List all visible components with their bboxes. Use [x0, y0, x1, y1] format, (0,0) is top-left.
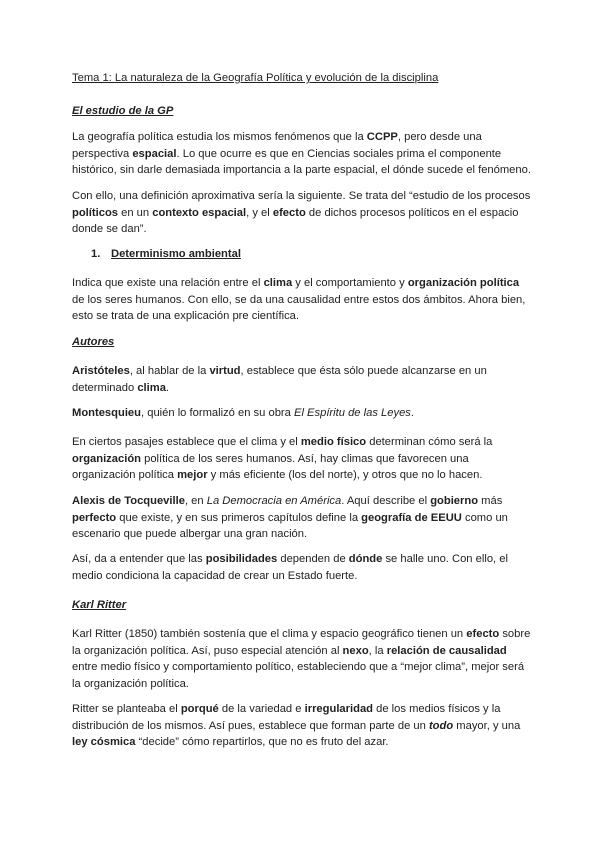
text-run: dependen de — [277, 553, 349, 565]
text-run: entre medio físico y comportamiento político, estableciendo que a “mejor clima”, mejor será la organización política. — [72, 661, 525, 690]
paragraph-1 — [72, 129, 534, 179]
text-run: CCPP — [366, 131, 398, 143]
text-run: geografía de EEUU — [361, 511, 462, 524]
text-run: Alexis de Tocqueville — [72, 495, 185, 507]
text-run: como un escenario que puede albergar una gran nación. — [72, 511, 508, 540]
text-run: relación de causalidad — [386, 644, 507, 657]
text-run: gobierno — [430, 495, 479, 507]
paragraph-3 — [72, 275, 534, 325]
text-run: , al hablar de la — [129, 365, 210, 377]
text-run: clima — [137, 381, 166, 394]
text-run: irregularidad — [304, 703, 373, 715]
text-run: en un — [118, 206, 153, 219]
text-run: El estudio de la GP — [72, 105, 174, 117]
text-run: Tema 1: La naturaleza de la Geografía Política y evolución de la disciplina — [72, 72, 439, 84]
paragraph-ritter-1 — [72, 626, 534, 692]
text-run: que existe, y en sus primeros capítulos define la — [116, 511, 362, 524]
text-run: efecto — [466, 628, 500, 640]
text-run: Así, da a entender que las — [72, 553, 206, 565]
text-run: , y el — [246, 206, 273, 219]
text-run: , en — [184, 495, 207, 507]
text-run: y el comportamiento y — [292, 277, 408, 289]
text-run: Aristóteles — [72, 365, 130, 377]
paragraph-ritter-2 — [72, 701, 534, 751]
text-run: ley cósmica — [72, 736, 136, 748]
paragraph-aristoteles — [72, 363, 534, 396]
text-run: efecto — [272, 206, 306, 219]
text-run: virtud — [209, 365, 241, 377]
text-run: . — [410, 407, 414, 419]
text-run: . — [165, 381, 170, 394]
text-run: organización — [72, 452, 141, 465]
text-run: Karl Ritter — [72, 599, 127, 611]
text-run: nexo — [342, 644, 369, 657]
text-run: clima — [263, 277, 293, 289]
paragraph-2 — [72, 188, 534, 238]
text-run: . Aquí describe el — [341, 495, 431, 507]
text-run: dónde — [348, 553, 383, 565]
text-run: y más eficiente (los del norte), y otros que no lo hacen. — [207, 469, 483, 481]
text-run: El Espíritu de las Leyes — [293, 407, 411, 419]
text-run: , la — [368, 644, 387, 657]
text-run: mayor, y una — [453, 719, 521, 732]
text-run: 1. — [91, 248, 101, 260]
text-run: contexto espacial — [152, 206, 247, 219]
heading-autores — [72, 334, 534, 351]
paragraph-montesquieu-2 — [72, 434, 534, 484]
paragraph-tocqueville — [72, 493, 534, 543]
document-title — [72, 70, 534, 87]
text-run: Montesquieu — [72, 407, 141, 419]
text-run: política de los seres humanos. Así, hay climas que favorecen una organización política — [72, 452, 469, 481]
text-run: , quién lo formalizó en su obra — [141, 407, 294, 419]
text-run: Indica que existe una relación entre el — [72, 277, 264, 289]
text-run: de la variedad e — [218, 703, 305, 715]
text-run: de los seres humanos. Con ello, se da una causalidad entre estos dos ámbitos. Ahora bien, esto se trata de una explicación pre científica. — [72, 293, 526, 322]
text-run: organización política — [407, 277, 520, 289]
text-run: . Lo que ocurre es que en Ciencias sociales prima el componente histórico, sin darle demasiada importancia a la parte espacial, el dónde sucede el fenómeno. — [72, 147, 531, 176]
text-run: porqué — [180, 703, 219, 715]
text-run: más — [478, 495, 503, 507]
text-run: , establece que ésta sólo puede alcanzarse en un determinado — [72, 365, 487, 394]
text-run: se halle uno. Con ello, el medio condiciona la capacidad de crear un Estado fuerte. — [72, 553, 508, 582]
text-run: mejor — [177, 469, 208, 481]
text-run: En ciertos pasajes establece que el clima y el — [72, 436, 301, 448]
text-run: Karl Ritter (1850) también sostenía que el clima y espacio geográfico tienen un — [72, 628, 467, 640]
text-run: posibilidades — [205, 553, 278, 565]
heading-estudio — [72, 103, 534, 120]
text-run: sobre la organización política. Así, puso especial atención al — [72, 628, 531, 657]
text-run: Ritter se planteaba el — [72, 703, 181, 715]
heading-karl-ritter — [72, 597, 534, 614]
paragraph-posibilidades — [72, 551, 534, 584]
text-run: medio físico — [300, 436, 367, 448]
text-run: Determinismo ambiental — [111, 248, 241, 260]
text-run: Autores — [72, 336, 115, 348]
text-run: políticos — [72, 206, 118, 219]
text-run: todo — [428, 719, 454, 732]
text-run: determinan cómo será la — [366, 436, 493, 448]
text-run: “decide” cómo repartirlos, que no es fruto del azar. — [135, 736, 389, 748]
text-run: Con ello, una definición aproximativa sería la siguiente. Se trata del “estudio de los procesos — [72, 190, 531, 202]
text-run: espacial — [132, 147, 177, 160]
text-run: de los medios físicos y la distribución de los mismos. Así pues, establece que forman parte de un — [72, 703, 501, 732]
text-run: La geografía política estudia los mismos fenómenos que la — [72, 131, 367, 143]
text-run: La Democracia en América — [206, 495, 342, 507]
section-heading-1 — [91, 246, 491, 263]
text-run: de dichos procesos políticos en el espacio donde se dan”. — [72, 206, 519, 235]
text-run: perfecto — [72, 511, 117, 524]
paragraph-montesquieu — [72, 405, 534, 422]
text-run: , pero desde una perspectiva — [72, 131, 482, 160]
